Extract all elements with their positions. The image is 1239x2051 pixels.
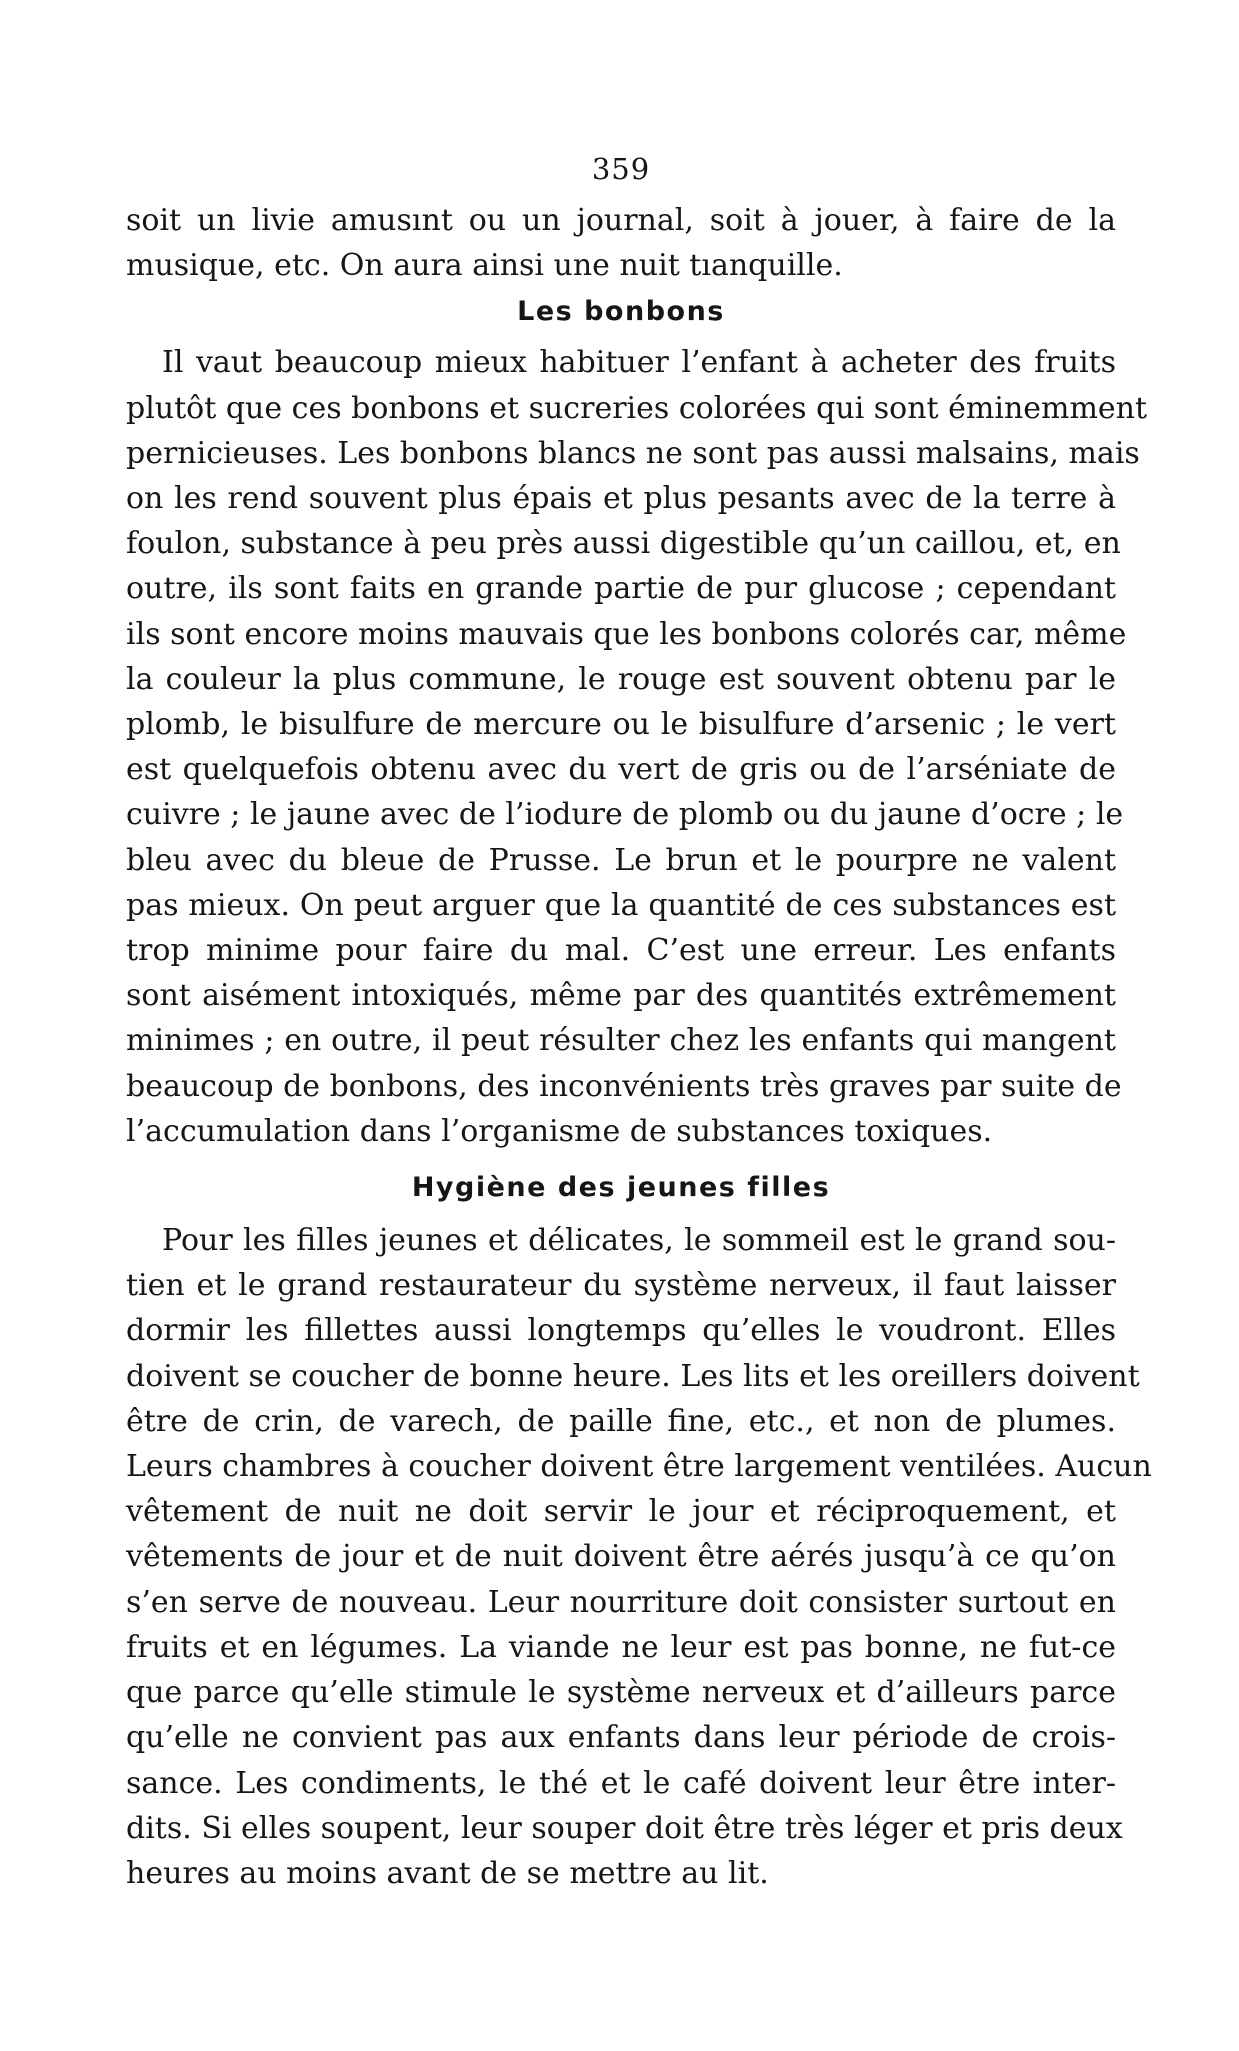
text-line: qu’elle ne convient pas aux enfants dans leur période de crois- [126,1720,1116,1756]
text-line: vêtements de jour et de nuit doivent être aérés jusqu’à ce qu’on [126,1539,1116,1575]
text-line: on les rend souvent plus épais et plus pesants avec de la terre à [126,481,1116,517]
text-line: Leurs chambres à coucher doivent être largement ventilées. Aucun [126,1449,1152,1485]
text-line: foulon, substance à peu près aussi digestible qu’un caillou, et, en [126,526,1121,562]
text-line: soit un livie amusınt ou un journal, soit à jouer, à faire de la [126,203,1116,238]
text-line: plomb, le bisulfure de mercure ou le bisulfure d’arsenic ; le vert [126,707,1116,743]
text-line: beaucoup de bonbons, des inconvénients très graves par suite de [126,1068,1122,1104]
text-line: doivent se coucher de bonne heure. Les lits et les oreillers doivent [126,1358,1140,1394]
text-line: plutôt que ces bonbons et sucreries colorées qui sont éminemment [126,390,1148,426]
text-line: pas mieux. On peut arguer que la quantité de ces substances est [126,887,1116,923]
section-heading-bonbons: Les bonbons [517,296,725,328]
paragraph-bonbons [126,340,1148,1154]
text-line: fruits et en légumes. La viande ne leur est pas bonne, ne fut-ce [126,1629,1116,1665]
text-line: cuivre ; le jaune avec de l’iodure de plomb ou du jaune d’ocre ; le [126,797,1124,833]
text-line: l’accumulation dans l’organisme de substances toxiques. [126,1113,993,1149]
paragraph-continuation [126,198,1116,288]
text-line: musique, etc. On aura ainsi une nuit tıanquille. [126,248,843,284]
text-line: outre, ils sont faits en grande partie de pur glucose ; cependant [126,571,1116,607]
text-line: bleu avec du bleue de Prusse. Le brun et le pourpre ne valent [126,842,1116,878]
page-number: 359 [591,152,651,186]
text-line: que parce qu’elle stimule le système nerveux et d’ailleurs parce [126,1675,1116,1711]
text-line: est quelquefois obtenu avec du vert de gris ou de l’arséniate de [126,752,1116,788]
text-line: ils sont encore moins mauvais que les bonbons colorés car, même [126,616,1127,652]
book-page [126,150,1152,1896]
text-line: Il vaut beaucoup mieux habituer l’enfant à acheter des fruits [162,345,1116,381]
text-line: tien et le grand restaurateur du système nerveux, il faut laisser [126,1268,1116,1304]
text-line: sance. Les condiments, le thé et le café doivent leur être inter- [126,1765,1116,1801]
text-line: dormir les fillettes aussi longtemps qu’elles le voudront. Elles [126,1313,1116,1349]
text-line: pernicieuses. Les bonbons blancs ne sont pas aussi malsains, mais [126,435,1140,471]
text-line: être de crin, de varech, de paille fine, etc., et non de plumes. [126,1403,1116,1439]
text-line: trop minime pour faire du mal. C’est une erreur. Les enfants [126,933,1116,969]
text-line: s’en serve de nouveau. Leur nourriture doit consister surtout en [126,1584,1116,1620]
text-line: vêtement de nuit ne doit servir le jour et réciproquement, et [126,1494,1116,1530]
text-line: dits. Si elles soupent, leur souper doit être très léger et pris deux [126,1810,1123,1846]
paragraph-hygiene [126,1218,1152,1896]
text-line: la couleur la plus commune, le rouge est souvent obtenu par le [126,661,1116,697]
text-line: heures au moins avant de se mettre au lit. [126,1855,769,1891]
text-line: sont aisément intoxiqués, même par des quantités extrêmement [126,978,1116,1014]
text-line: Pour les filles jeunes et délicates, le sommeil est le grand sou- [162,1223,1116,1259]
section-heading-hygiene: Hygiène des jeunes filles [411,1172,831,1204]
text-line: minimes ; en outre, il peut résulter chez les enfants qui mangent [126,1023,1116,1059]
